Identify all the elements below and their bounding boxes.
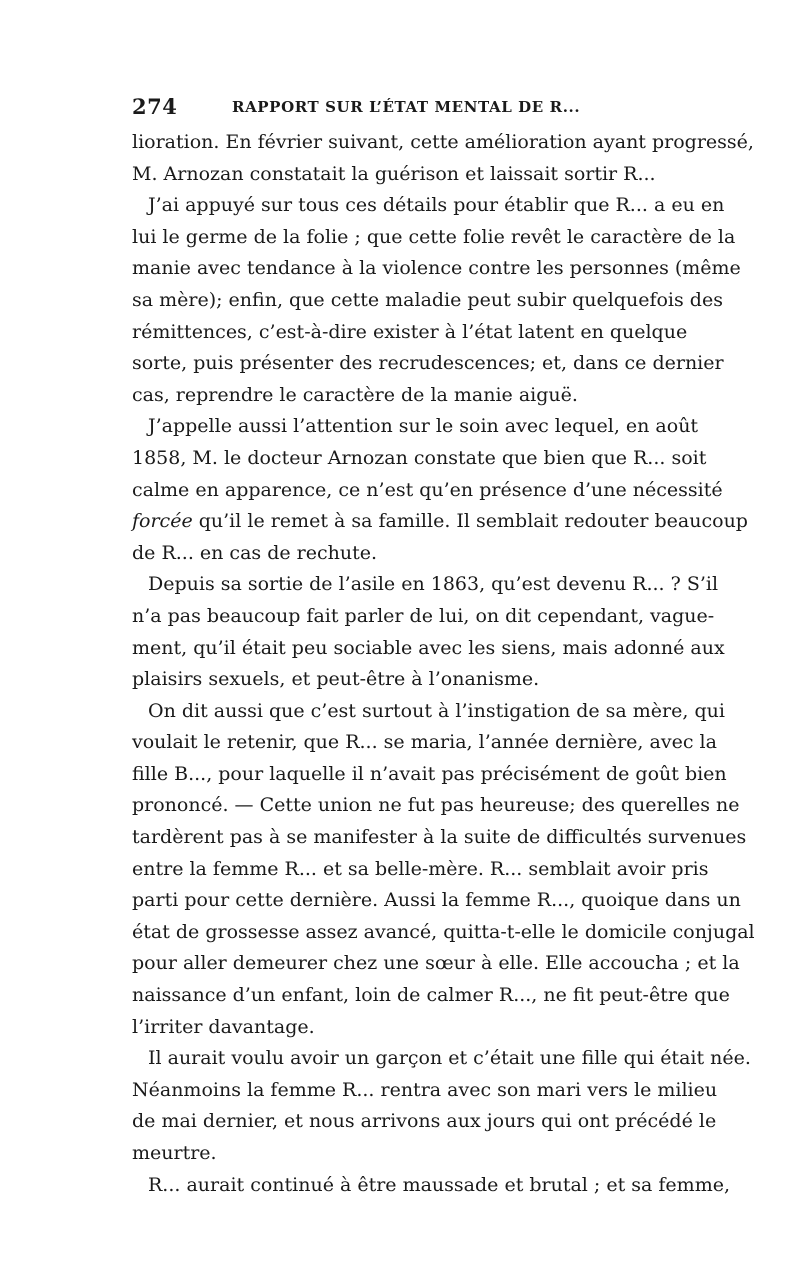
text-line: J’ai appuyé sur tous ces détails pour établir que R... a eu en — [148, 194, 725, 217]
text-line: tardèrent pas à se manifester à la suite de difficultés survenues — [132, 826, 747, 849]
paragraph — [132, 1170, 730, 1202]
text-line: parti pour cette dernière. Aussi la femme R..., quoique dans un — [132, 889, 741, 912]
italic-word: forcée — [132, 510, 193, 533]
text-line: pour aller demeurer chez une sœur à elle. Elle accoucha ; et la — [132, 952, 740, 975]
paragraph — [132, 127, 754, 190]
paragraph — [132, 411, 748, 569]
text-line: l’irriter davantage. — [132, 1015, 315, 1038]
text-line: lui le germe de la folie ; que cette folie revêt le caractère de la — [132, 225, 736, 248]
text-line: meurtre. — [132, 1142, 217, 1164]
text-line: naissance d’un enfant, loin de calmer R..., ne fit peut-être que — [132, 984, 730, 1007]
text-line: de R... en cas de rechute. — [132, 541, 377, 564]
paragraph — [132, 1043, 751, 1169]
body-text — [132, 127, 755, 1201]
text-line: voulait le retenir, que R... se maria, l’année dernière, avec la — [132, 731, 717, 754]
text-line: Il aurait voulu avoir un garçon et c’était une fille qui était née. — [148, 1047, 751, 1070]
text-line: n’a pas beaucoup fait parler de lui, on dit cependant, vague- — [132, 604, 715, 627]
text-line: ment, qu’il était peu sociable avec les siens, mais adonné aux — [132, 636, 725, 659]
paragraph — [132, 190, 741, 411]
text-line: Depuis sa sortie de l’asile en 1863, qu’est devenu R... ? S’il — [148, 573, 719, 596]
page-header — [132, 94, 672, 124]
text-line: calme en apparence, ce n’est qu’en présence d’une nécessité — [132, 478, 723, 501]
text-line: sorte, puis présenter des recrudescences; et, dans ce dernier — [132, 352, 724, 375]
paragraph — [132, 696, 755, 1044]
text-line: On dit aussi que c’est surtout à l’instigation de sa mère, qui — [148, 699, 725, 722]
text-line: plaisirs sexuels, et peut-être à l’onanisme. — [132, 668, 540, 691]
running-head: RAPPORT SUR L’ÉTAT MENTAL DE R... — [232, 98, 581, 116]
page-number: 274 — [132, 94, 178, 119]
text-line: rémittences, c’est-à-dire exister à l’état latent en quelque — [132, 320, 688, 343]
text-line: J’appelle aussi l’attention sur le soin avec lequel, en août — [148, 415, 699, 438]
paragraph — [132, 569, 725, 695]
text-line: entre la femme R... et sa belle-mère. R... semblait avoir pris — [132, 857, 709, 880]
text-line: fille B..., pour laquelle il n’avait pas précisément de goût bien — [132, 762, 727, 785]
text-line: état de grossesse assez avancé, quitta-t-elle le domicile conjugal — [132, 920, 755, 943]
text-line: M. Arnozan constatait la guérison et laissait sortir R... — [132, 162, 656, 185]
text-line: sa mère); enfin, que cette maladie peut subir quelquefois des — [132, 288, 723, 311]
text-line: 1858, M. le docteur Arnozan constate que bien que R... soit — [132, 446, 707, 469]
text-line: R... aurait continué à être maussade et brutal ; et sa femme, — [148, 1173, 730, 1196]
text-line: Néanmoins la femme R... rentra avec son mari vers le milieu — [132, 1078, 718, 1101]
text-line — [132, 506, 748, 538]
text-line: de mai dernier, et nous arrivons aux jours qui ont précédé le — [132, 1110, 717, 1133]
text-line: manie avec tendance à la violence contre les personnes (même — [132, 257, 741, 280]
text-line: prononcé. — Cette union ne fut pas heureuse; des querelles ne — [132, 794, 740, 817]
text-line-rest: qu’il le remet à sa famille. Il semblait redouter beaucoup — [198, 510, 748, 533]
text-line: cas, reprendre le caractère de la manie aiguë. — [132, 383, 578, 406]
text-line: lioration. En février suivant, cette amélioration ayant progressé, — [132, 131, 754, 153]
